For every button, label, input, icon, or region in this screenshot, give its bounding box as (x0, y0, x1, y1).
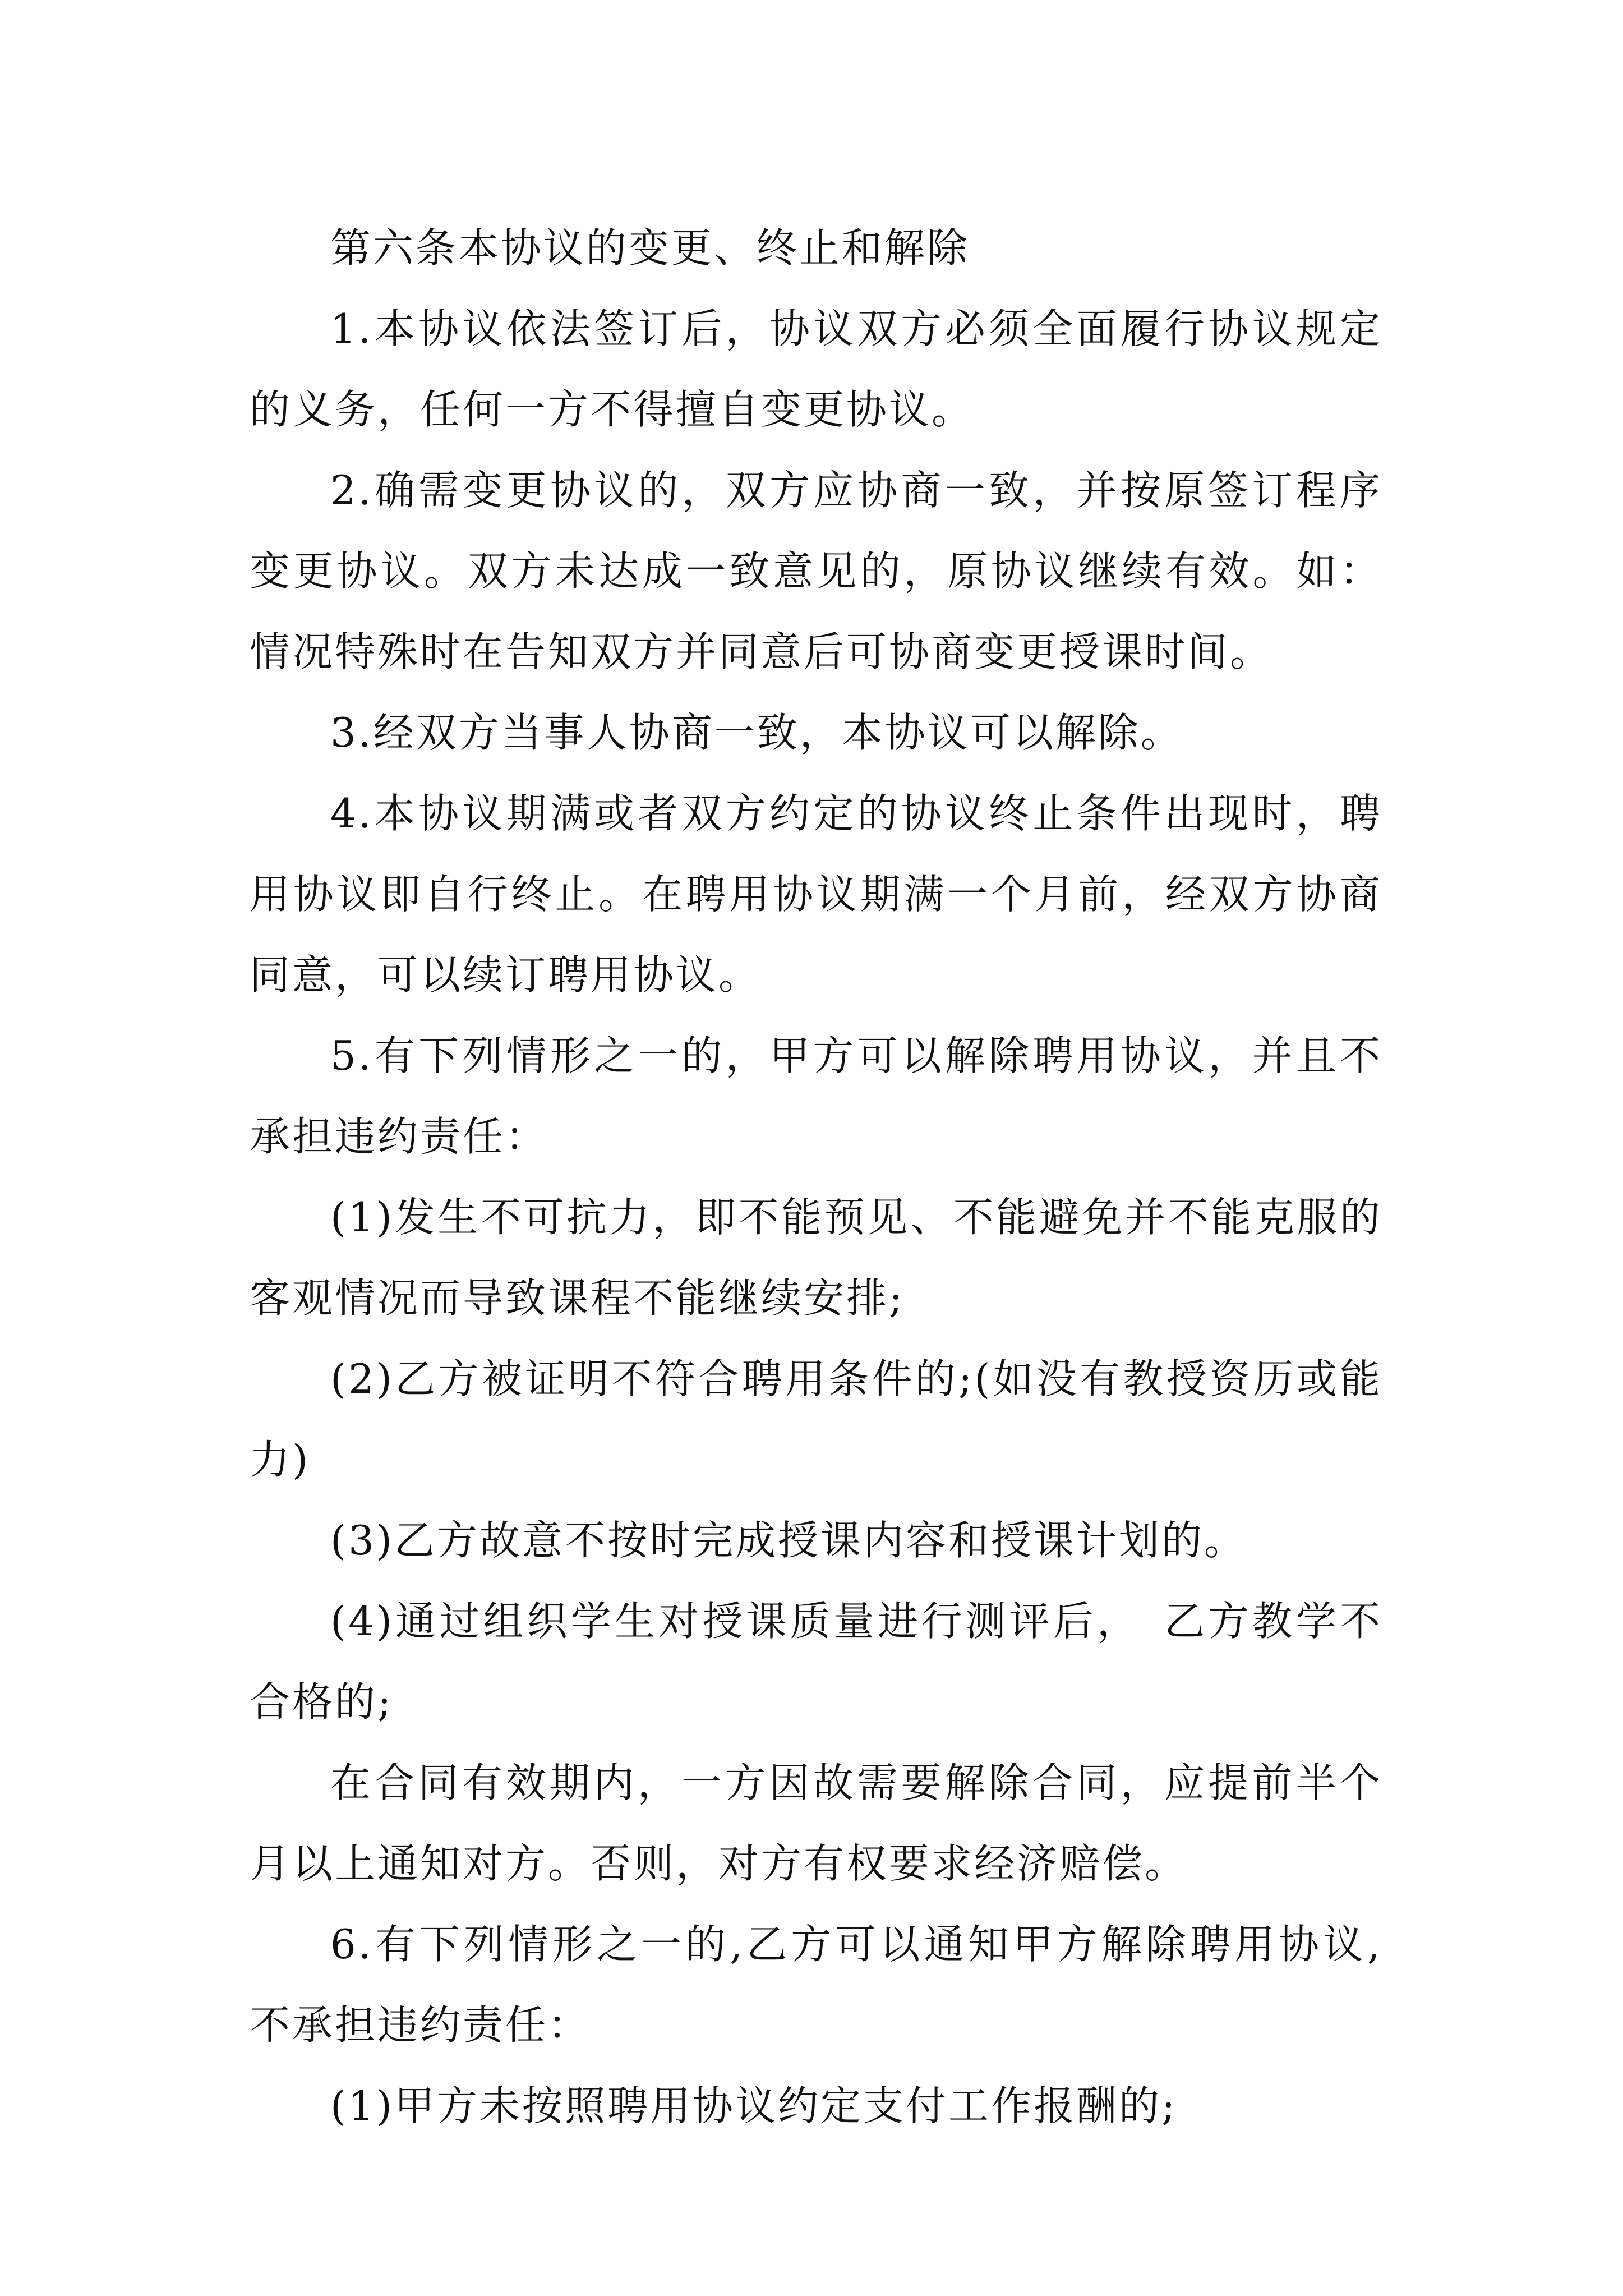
termination-notice-paragraph: 在合同有效期内，一方因故需要解除合同，应提前半个月以上通知对方。否则，对方有权要求经济赔偿。 (250, 1759, 1382, 1887)
clause-3: 3.经双方当事人协商一致，本协议可以解除。 (330, 709, 1183, 756)
clause-6: 6.有下列情形之一的,乙方可以通知甲方解除聘用协议,不承担违约责任： (250, 1921, 1382, 2049)
clause-5-item-1: (1)发生不可抗力，即不能预见、不能避免并不能克服的客观情况而导致课程不能继续安排; (250, 1194, 1382, 1322)
clause-5-item-2: (2)乙方被证明不符合聘用条件的;(如没有教授资历或能力) (250, 1355, 1382, 1483)
clause-5: 5.有下列情形之一的，甲方可以解除聘用协议，并且不承担违约责任： (250, 1032, 1382, 1160)
section-heading: 第六条本协议的变更、终止和解除 (330, 224, 970, 272)
clause-5-item-4: (4)通过组织学生对授课质量进行测评后， 乙方教学不合格的; (250, 1598, 1382, 1726)
clause-1: 1.本协议依法签订后，协议双方必须全面履行协议规定的义务，任何一方不得擅自变更协议。 (250, 305, 1382, 433)
clause-5-item-3: (3)乙方故意不按时完成授课内容和授课计划的。 (330, 1517, 1247, 1564)
clause-4: 4.本协议期满或者双方约定的协议终止条件出现时，聘用协议即自行终止。在聘用协议期满一个月前，经双方协商同意，可以续订聘用协议。 (250, 790, 1382, 999)
document-body (250, 208, 1382, 2146)
clause-6-item-1: (1)甲方未按照聘用协议约定支付工作报酬的; (330, 2082, 1178, 2129)
clause-2: 2.确需变更协议的，双方应协商一致，并按原签订程序变更协议。双方未达成一致意见的，原协议继续有效。如：情况特殊时在告知双方并同意后可协商变更授课时间。 (250, 467, 1382, 675)
